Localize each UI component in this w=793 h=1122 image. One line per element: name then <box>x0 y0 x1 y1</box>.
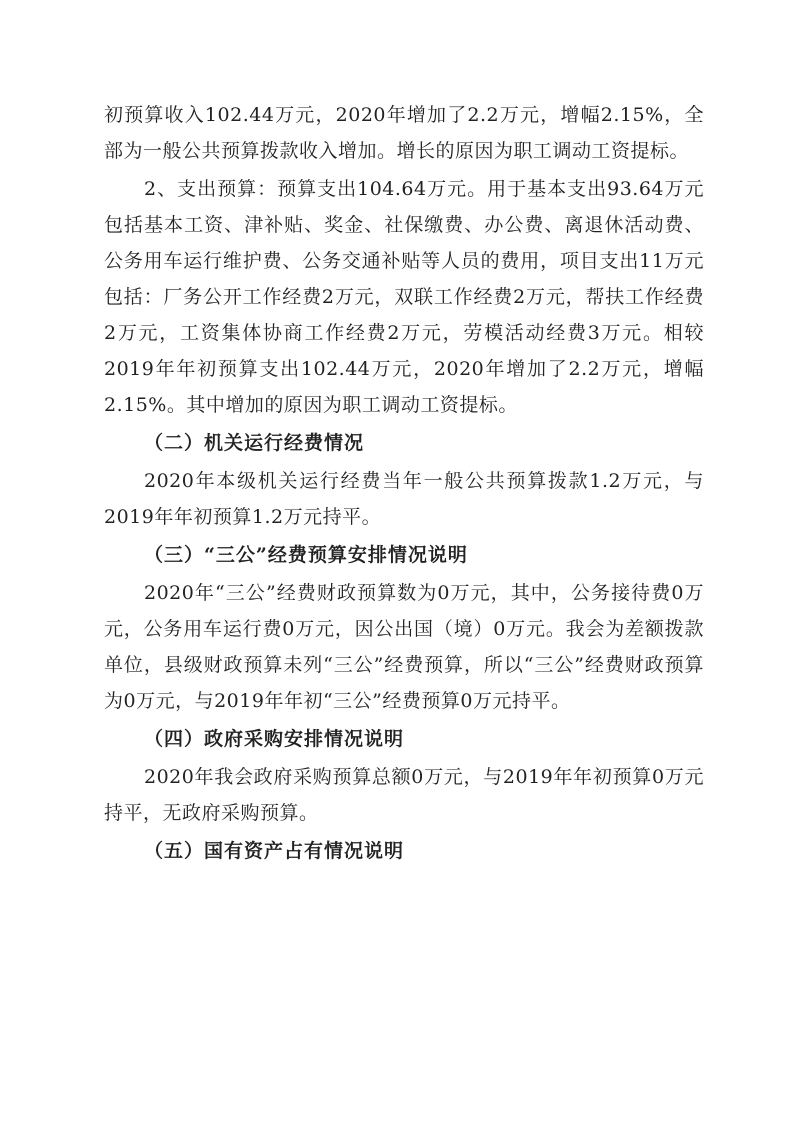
document-body <box>104 97 704 869</box>
paragraph-government-procurement: 2020年我会政府采购预算总额0万元，与2019年年初预算0万元持平，无政府采购预算。 <box>104 766 704 824</box>
heading-three-public-expenses: （三）“三公”经费预算安排情况说明 <box>144 544 468 566</box>
paragraph-operating-expenses: 2020年本级机关运行经费当年一般公共预算拨款1.2万元，与2019年年初预算1.2万元持平。 <box>104 470 704 528</box>
paragraph-three-public-expenses: 2020年“三公”经费财政预算数为0万元，其中，公务接待费0万元，公务用车运行费0万元，因公出国（境）0万元。我会为差额拨款单位，县级财政预算未列“三公”经费预算，所以“三公”经费财政预算为0万元，与2019年年初“三公”经费预算0万元持平。 <box>104 582 704 712</box>
heading-government-procurement: （四）政府采购安排情况说明 <box>144 728 405 750</box>
heading-state-assets: （五）国有资产占有情况说明 <box>144 840 405 862</box>
paragraph-income-budget: 初预算收入102.44万元，2020年增加了2.2万元，增幅2.15%，全部为一般公共预算拨款收入增加。增长的原因为职工调动工资提标。 <box>104 104 704 162</box>
heading-operating-expenses: （二）机关运行经费情况 <box>144 432 365 454</box>
paragraph-expenditure-budget: 2、支出预算：预算支出104.64万元。用于基本支出93.64万元包括基本工资、津补贴、奖金、社保缴费、办公费、离退休活动费、公务用车运行维护费、公务交通补贴等人员的费用，项目支出11万元包括：厂务公开工作经费2万元，双联工作经费2万元，帮扶工作经费2万元，工资集体协商工作经费2万元，劳模活动经费3万元。相较2019年年初预算支出102.44万元，2020年增加了2.2万元，增幅2.15%。其中增加的原因为职工调动工资提标。 <box>104 178 704 416</box>
